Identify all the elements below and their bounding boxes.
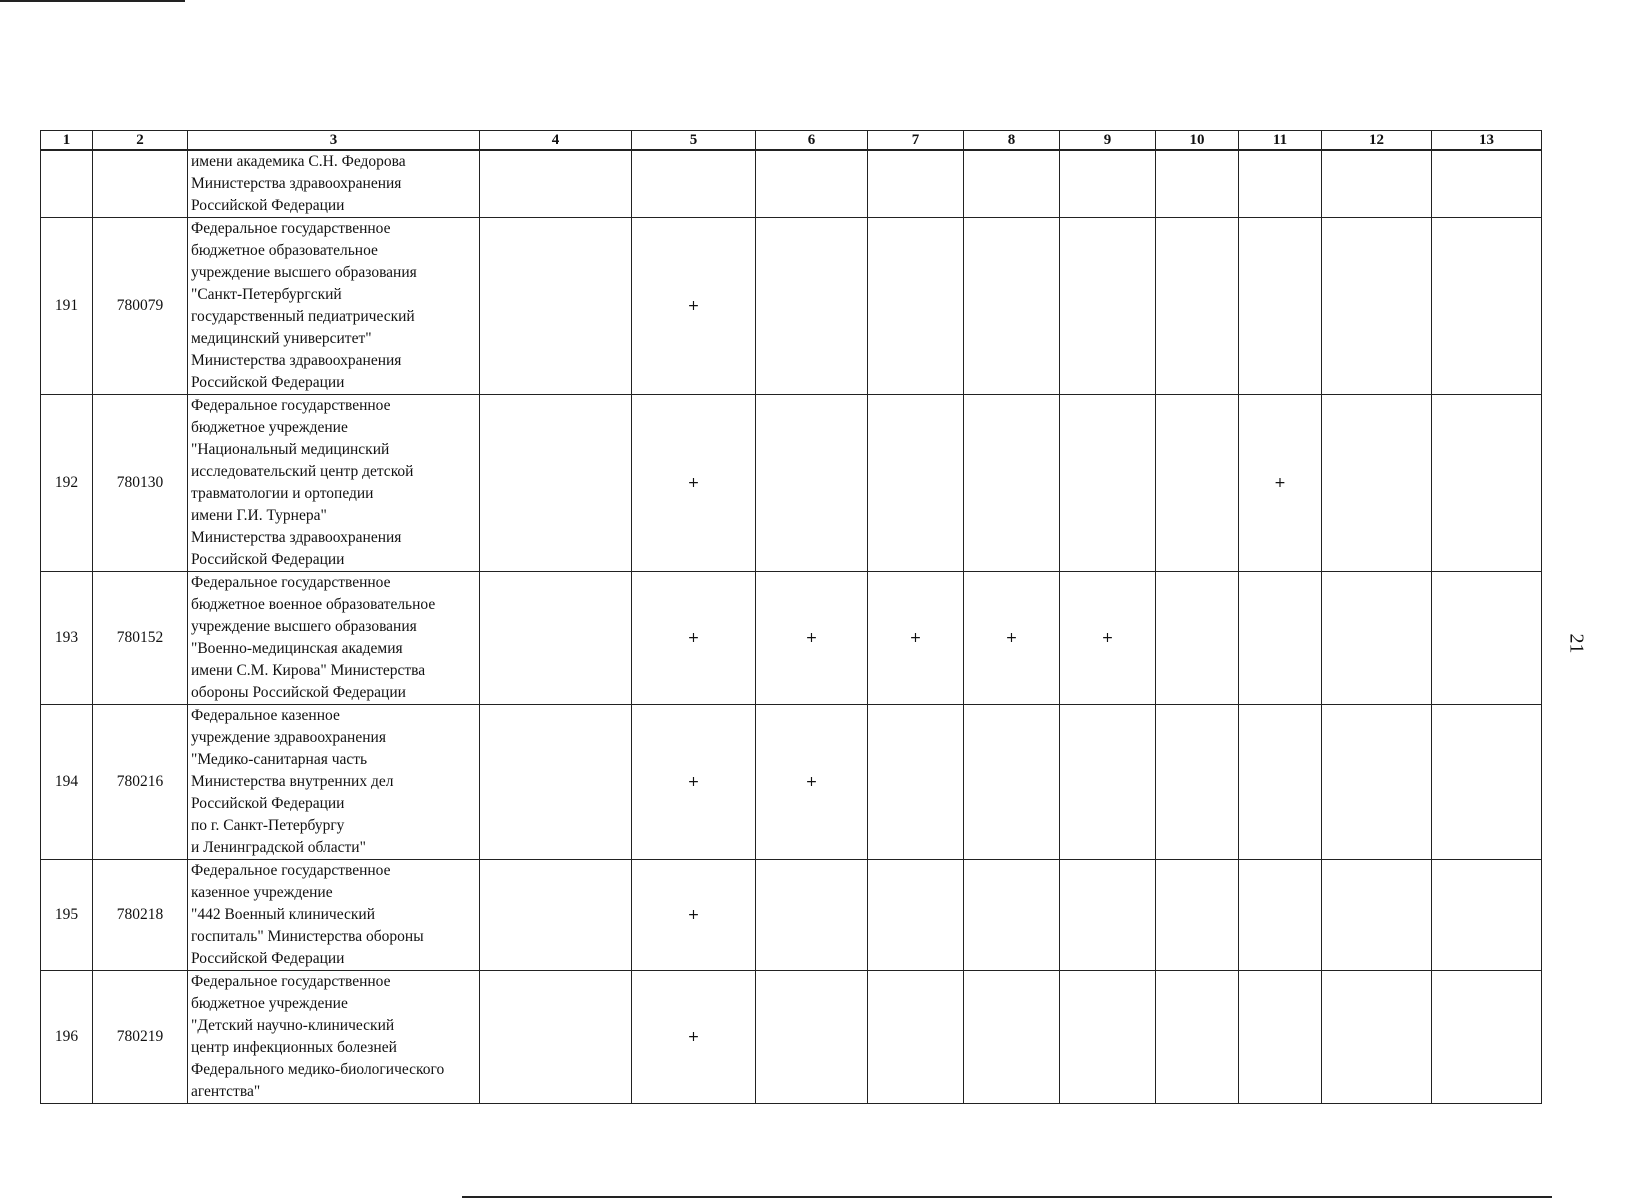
mark-cell: +: [632, 860, 756, 971]
mark-cell: [1322, 860, 1432, 971]
table-row: [41, 395, 1542, 572]
mark-cell: +: [868, 572, 964, 705]
mark-cell: [1322, 705, 1432, 860]
table-row: [41, 150, 1542, 218]
mark-cell: +: [756, 705, 868, 860]
org-code: 780218: [93, 860, 188, 971]
mark-cell: [1322, 395, 1432, 572]
mark-cell: [1322, 971, 1432, 1104]
col-header-2: 2: [93, 131, 188, 151]
mark-cell: [1156, 860, 1239, 971]
mark-cell: [1432, 860, 1542, 971]
header-row: [41, 131, 1542, 151]
org-name: Федеральное государственное бюджетное учреждение "Национальный медицинский исследовательский центр детской травматологии и ортопедии имени Г.И. Турнера" Министерства здравоохранения Российской Федерации: [188, 395, 480, 572]
table-row: [41, 971, 1542, 1104]
mark-cell: [1432, 572, 1542, 705]
mark-cell: [632, 150, 756, 218]
mark-cell: [1239, 860, 1322, 971]
mark-cell: +: [1060, 572, 1156, 705]
page-number: 21: [1565, 633, 1588, 654]
mark-cell: [480, 218, 632, 395]
mark-cell: [1060, 971, 1156, 1104]
col-header-4: 4: [480, 131, 632, 151]
mark-cell: [1060, 395, 1156, 572]
mark-cell: [964, 218, 1060, 395]
mark-cell: +: [632, 971, 756, 1104]
mark-cell: [964, 860, 1060, 971]
row-number: 191: [41, 218, 93, 395]
mark-cell: [756, 395, 868, 572]
mark-cell: [1432, 395, 1542, 572]
row-number: 194: [41, 705, 93, 860]
mark-cell: [756, 150, 868, 218]
col-header-3: 3: [188, 131, 480, 151]
mark-cell: +: [756, 572, 868, 705]
mark-cell: [1432, 218, 1542, 395]
col-header-10: 10: [1156, 131, 1239, 151]
mark-cell: [1156, 572, 1239, 705]
col-header-13: 13: [1432, 131, 1542, 151]
mark-cell: [756, 971, 868, 1104]
col-header-9: 9: [1060, 131, 1156, 151]
row-number: 196: [41, 971, 93, 1104]
col-header-11: 11: [1239, 131, 1322, 151]
mark-cell: [964, 395, 1060, 572]
mark-cell: [480, 971, 632, 1104]
mark-cell: [480, 572, 632, 705]
org-name: Федеральное государственное бюджетное учреждение "Детский научно-клинический центр инфекционных болезней Федерального медико-биологического агентства": [188, 971, 480, 1104]
mark-cell: +: [964, 572, 1060, 705]
org-name: Федеральное государственное казенное учреждение "442 Военный клинический госпиталь" Министерства обороны Российской Федерации: [188, 860, 480, 971]
mark-cell: [964, 150, 1060, 218]
mark-cell: [1156, 971, 1239, 1104]
row-number: [41, 150, 93, 218]
mark-cell: [1432, 971, 1542, 1104]
row-number: 195: [41, 860, 93, 971]
mark-cell: [1322, 218, 1432, 395]
bottom-rule: [462, 1196, 1552, 1198]
mark-cell: [480, 705, 632, 860]
col-header-1: 1: [41, 131, 93, 151]
mark-cell: [868, 218, 964, 395]
mark-cell: +: [632, 705, 756, 860]
mark-cell: [868, 971, 964, 1104]
mark-cell: [1156, 395, 1239, 572]
mark-cell: [1060, 860, 1156, 971]
col-header-12: 12: [1322, 131, 1432, 151]
mark-cell: [1156, 705, 1239, 860]
org-code: 780079: [93, 218, 188, 395]
org-code: 780216: [93, 705, 188, 860]
org-name: Федеральное казенное учреждение здравоохранения "Медико-санитарная часть Министерства внутренних дел Российской Федерации по г. Санкт-Петербургу и Ленинградской области": [188, 705, 480, 860]
mark-cell: [1432, 705, 1542, 860]
row-number: 192: [41, 395, 93, 572]
mark-cell: [1060, 218, 1156, 395]
org-code: [93, 150, 188, 218]
org-name: имени академика С.Н. Федорова Министерства здравоохранения Российской Федерации: [188, 150, 480, 218]
mark-cell: [1060, 150, 1156, 218]
mark-cell: [1322, 150, 1432, 218]
mark-cell: [964, 705, 1060, 860]
row-number: 193: [41, 572, 93, 705]
col-header-7: 7: [868, 131, 964, 151]
table-row: [41, 705, 1542, 860]
top-rule: [0, 0, 185, 2]
mark-cell: [1239, 218, 1322, 395]
table-row: [41, 572, 1542, 705]
col-header-5: 5: [632, 131, 756, 151]
mark-cell: [964, 971, 1060, 1104]
org-code: 780130: [93, 395, 188, 572]
mark-cell: [1239, 572, 1322, 705]
mark-cell: [480, 395, 632, 572]
mark-cell: +: [1239, 395, 1322, 572]
mark-cell: [1322, 572, 1432, 705]
mark-cell: [868, 150, 964, 218]
mark-cell: [868, 705, 964, 860]
table-row: [41, 218, 1542, 395]
mark-cell: [756, 860, 868, 971]
mark-cell: [1060, 705, 1156, 860]
mark-cell: [756, 218, 868, 395]
register-table: [40, 130, 1542, 1104]
mark-cell: [1239, 971, 1322, 1104]
mark-cell: [1432, 150, 1542, 218]
table-row: [41, 860, 1542, 971]
mark-cell: [1239, 705, 1322, 860]
mark-cell: [1156, 218, 1239, 395]
col-header-6: 6: [756, 131, 868, 151]
org-name: Федеральное государственное бюджетное военное образовательное учреждение высшего образования "Военно-медицинская академия имени С.М. Кирова" Министерства обороны Российской Федерации: [188, 572, 480, 705]
mark-cell: +: [632, 395, 756, 572]
mark-cell: [1156, 150, 1239, 218]
org-name: Федеральное государственное бюджетное образовательное учреждение высшего образования "Санкт-Петербургский государственный педиатрический медицинский университет" Министерства здравоохранения Российской Федерации: [188, 218, 480, 395]
org-code: 780219: [93, 971, 188, 1104]
col-header-8: 8: [964, 131, 1060, 151]
mark-cell: [480, 150, 632, 218]
mark-cell: [480, 860, 632, 971]
mark-cell: +: [632, 218, 756, 395]
mark-cell: [1239, 150, 1322, 218]
mark-cell: [868, 395, 964, 572]
mark-cell: [868, 860, 964, 971]
org-code: 780152: [93, 572, 188, 705]
mark-cell: +: [632, 572, 756, 705]
